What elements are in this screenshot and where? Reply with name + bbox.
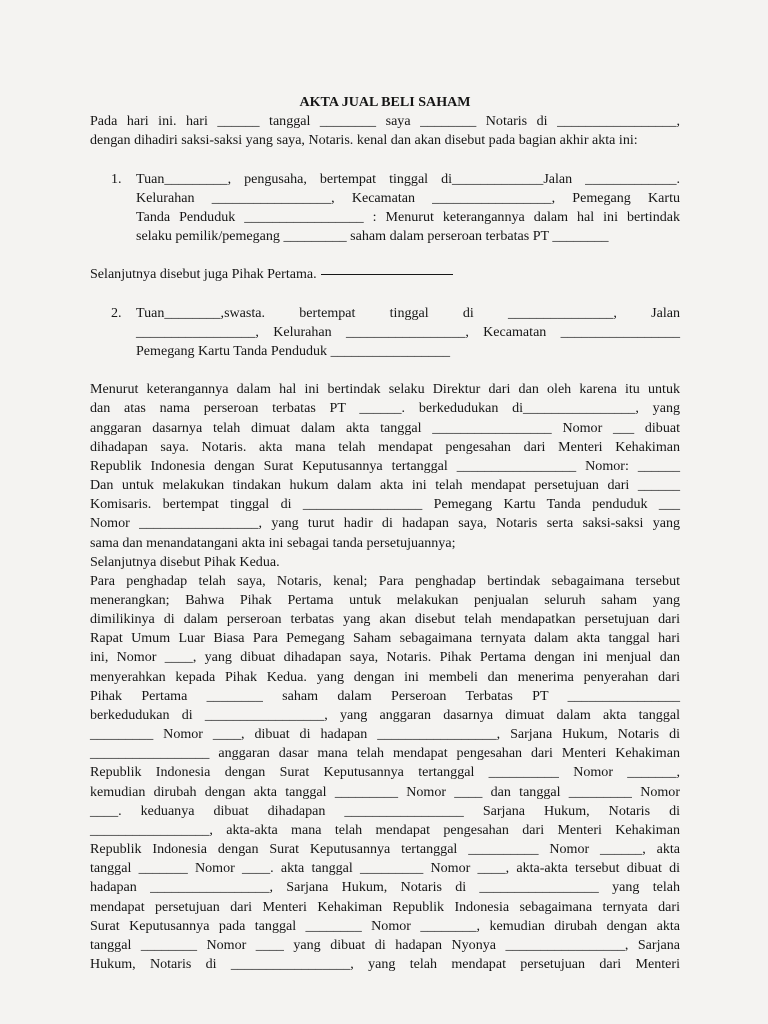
- body-line: Republik Indonesia dengan Surat Keputusannya tertanggal __________ Nomor _______,: [90, 764, 680, 781]
- body-line: _________________ anggaran dasar mana telah mendapat pengesahan dari Menteri Kehakiman: [90, 745, 680, 762]
- body-line: Republik Indonesia dengan Surat Keputusannya tertanggal __________ Nomor ______, akta: [90, 841, 680, 858]
- party-one: [90, 170, 680, 247]
- body-line: Rapat Umum Luar Biasa Para Pemegang Saham sebagaimana ternyata dalam akta tanggal hari: [90, 630, 680, 647]
- body-line: Republik Indonesia dengan Surat Keputusannya tertanggal _________________ Nomor: ______: [90, 457, 680, 474]
- spacer: [90, 285, 680, 304]
- body-line: Para penghadap telah saya, Notaris, kenal; Para penghadap bertindak sebagaimana tersebut: [90, 572, 680, 589]
- body-line: menerangkan; Bahwa Pihak Pertama untuk melakukan penjualan seluruh saham yang: [90, 592, 680, 608]
- party-one-number: 1.: [111, 170, 122, 187]
- party-two-line: _________________, Kelurahan _________________, Kecamatan _________________: [136, 323, 680, 340]
- party-one-line: Tuan_________, pengusaha, bertempat tinggal di_____________Jalan _____________.: [136, 170, 680, 187]
- party-two: [90, 304, 680, 361]
- intro-line: dengan dihadiri saksi-saksi yang saya, Notaris. kenal dan akan disebut pada bagian akhir akta ini:: [90, 132, 638, 149]
- body-line: Komisaris. bertempat tinggal di _________________ Pemegang Kartu Tanda penduduk ___: [90, 496, 680, 513]
- party-two-line: Tuan________,swasta. bertempat tinggal di _______________, Jalan: [136, 304, 680, 321]
- pihak-pertama-text: Selanjutnya disebut juga Pihak Pertama.: [90, 266, 317, 283]
- party-one-line: Kelurahan _________________, Kecamatan _________________, Pemegang Kartu: [136, 189, 680, 206]
- body-line: tanggal ________ Nomor ____ yang dibuat di hadapan Nyonya _________________, Sarjana: [90, 936, 680, 953]
- main-body: [90, 380, 680, 974]
- body-line: kemudian dirubah dengan akta tanggal _________ Nomor ____ dan tanggal _________ Nomor: [90, 783, 680, 800]
- body-line: Dan untuk melakukan tindakan hukum dalam akta ini telah mendapat persetujuan dari ______: [90, 477, 680, 494]
- spacer: [90, 150, 680, 169]
- body-line: Hukum, Notaris di _________________, yang telah mendapat persetujuan dari Menteri: [90, 955, 680, 972]
- body-line: anggaran dasarnya telah dimuat dalam akta tanggal _________________ Nomor ___ dibuat: [90, 419, 680, 436]
- body-line: berkedudukan di _________________, yang anggaran dasarnya dimuat dalam akta tanggal: [90, 706, 680, 723]
- body-line: sama dan menandatangani akta ini sebagai tanda persetujuannya;: [90, 534, 456, 551]
- party-two-line: Pemegang Kartu Tanda Penduduk _________________: [136, 342, 450, 359]
- body-line: ini, Nomor ____, yang dibuat dihadapan saya, Notaris. Pihak Pertama dengan ini menjual dan: [90, 649, 680, 666]
- party-one-line: Tanda Penduduk _________________ : Menurut keterangannya dalam hal ini bertindak: [136, 208, 680, 225]
- body-line: dihadapan saya. Notaris. akta mana telah mendapat pengesahan dari Menteri Kehakiman: [90, 438, 680, 455]
- spacer: [90, 361, 680, 380]
- party-one-line: selaku pemilik/pemegang _________ saham dalam perseroan terbatas PT ________: [136, 228, 609, 245]
- body-line: hadapan _________________, Sarjana Hukum, Notaris di _________________ yang telah: [90, 879, 680, 896]
- body-line: Nomor _________________, yang turut hadir di hadapan saya, Notaris serta saksi-saksi yang: [90, 515, 680, 532]
- pihak-pertama-line: [90, 265, 680, 284]
- body-line: Surat Keputusannya pada tanggal ________ Nomor ________, kemudian dirubah dengan akta: [90, 917, 680, 934]
- body-line: mendapat persetujuan dari Menteri Kehakiman Republik Indonesia sebagaimana ternyata dari: [90, 898, 680, 915]
- body-line: _________ Nomor ____, dibuat di hadapan _________________, Sarjana Hukum, Notaris di: [90, 726, 680, 743]
- intro-line: Pada hari ini. hari ______ tanggal ________ saya ________ Notaris di _________________,: [90, 113, 680, 130]
- body-line: Selanjutnya disebut Pihak Kedua.: [90, 553, 280, 570]
- body-line: dan atas nama perseroan terbatas PT ______. berkedudukan di________________, yang: [90, 400, 680, 417]
- party-two-number: 2.: [111, 304, 122, 321]
- body-line: Menurut keterangannya dalam hal ini bertindak selaku Direktur dari dan oleh karena itu untuk: [90, 381, 680, 398]
- body-line: Pihak Pertama ________ saham dalam Perseroan Terbatas PT ________________: [90, 687, 680, 704]
- spacer: [90, 246, 680, 265]
- body-line: dimilikinya di dalam perseroan terbatas yang akan disebut telah mendapatkan persetujuan dari: [90, 611, 680, 628]
- underline-rule: [321, 274, 453, 275]
- body-line: ____. keduanya dibuat dihadapan _________________ Sarjana Hukum, Notaris di: [90, 802, 680, 819]
- body-line: _________________, akta-akta mana telah mendapat pengesahan dari Menteri Kehakiman: [90, 821, 680, 838]
- document-title: AKTA JUAL BELI SAHAM: [299, 94, 471, 110]
- body-line: tanggal _______ Nomor ____. akta tanggal _________ Nomor ____, akta-akta tersebut dibuat di: [90, 860, 680, 877]
- body-line: menyerahkan kepada Pihak Kedua. yang dengan ini membeli dan menerima penyerahan dari: [90, 668, 680, 685]
